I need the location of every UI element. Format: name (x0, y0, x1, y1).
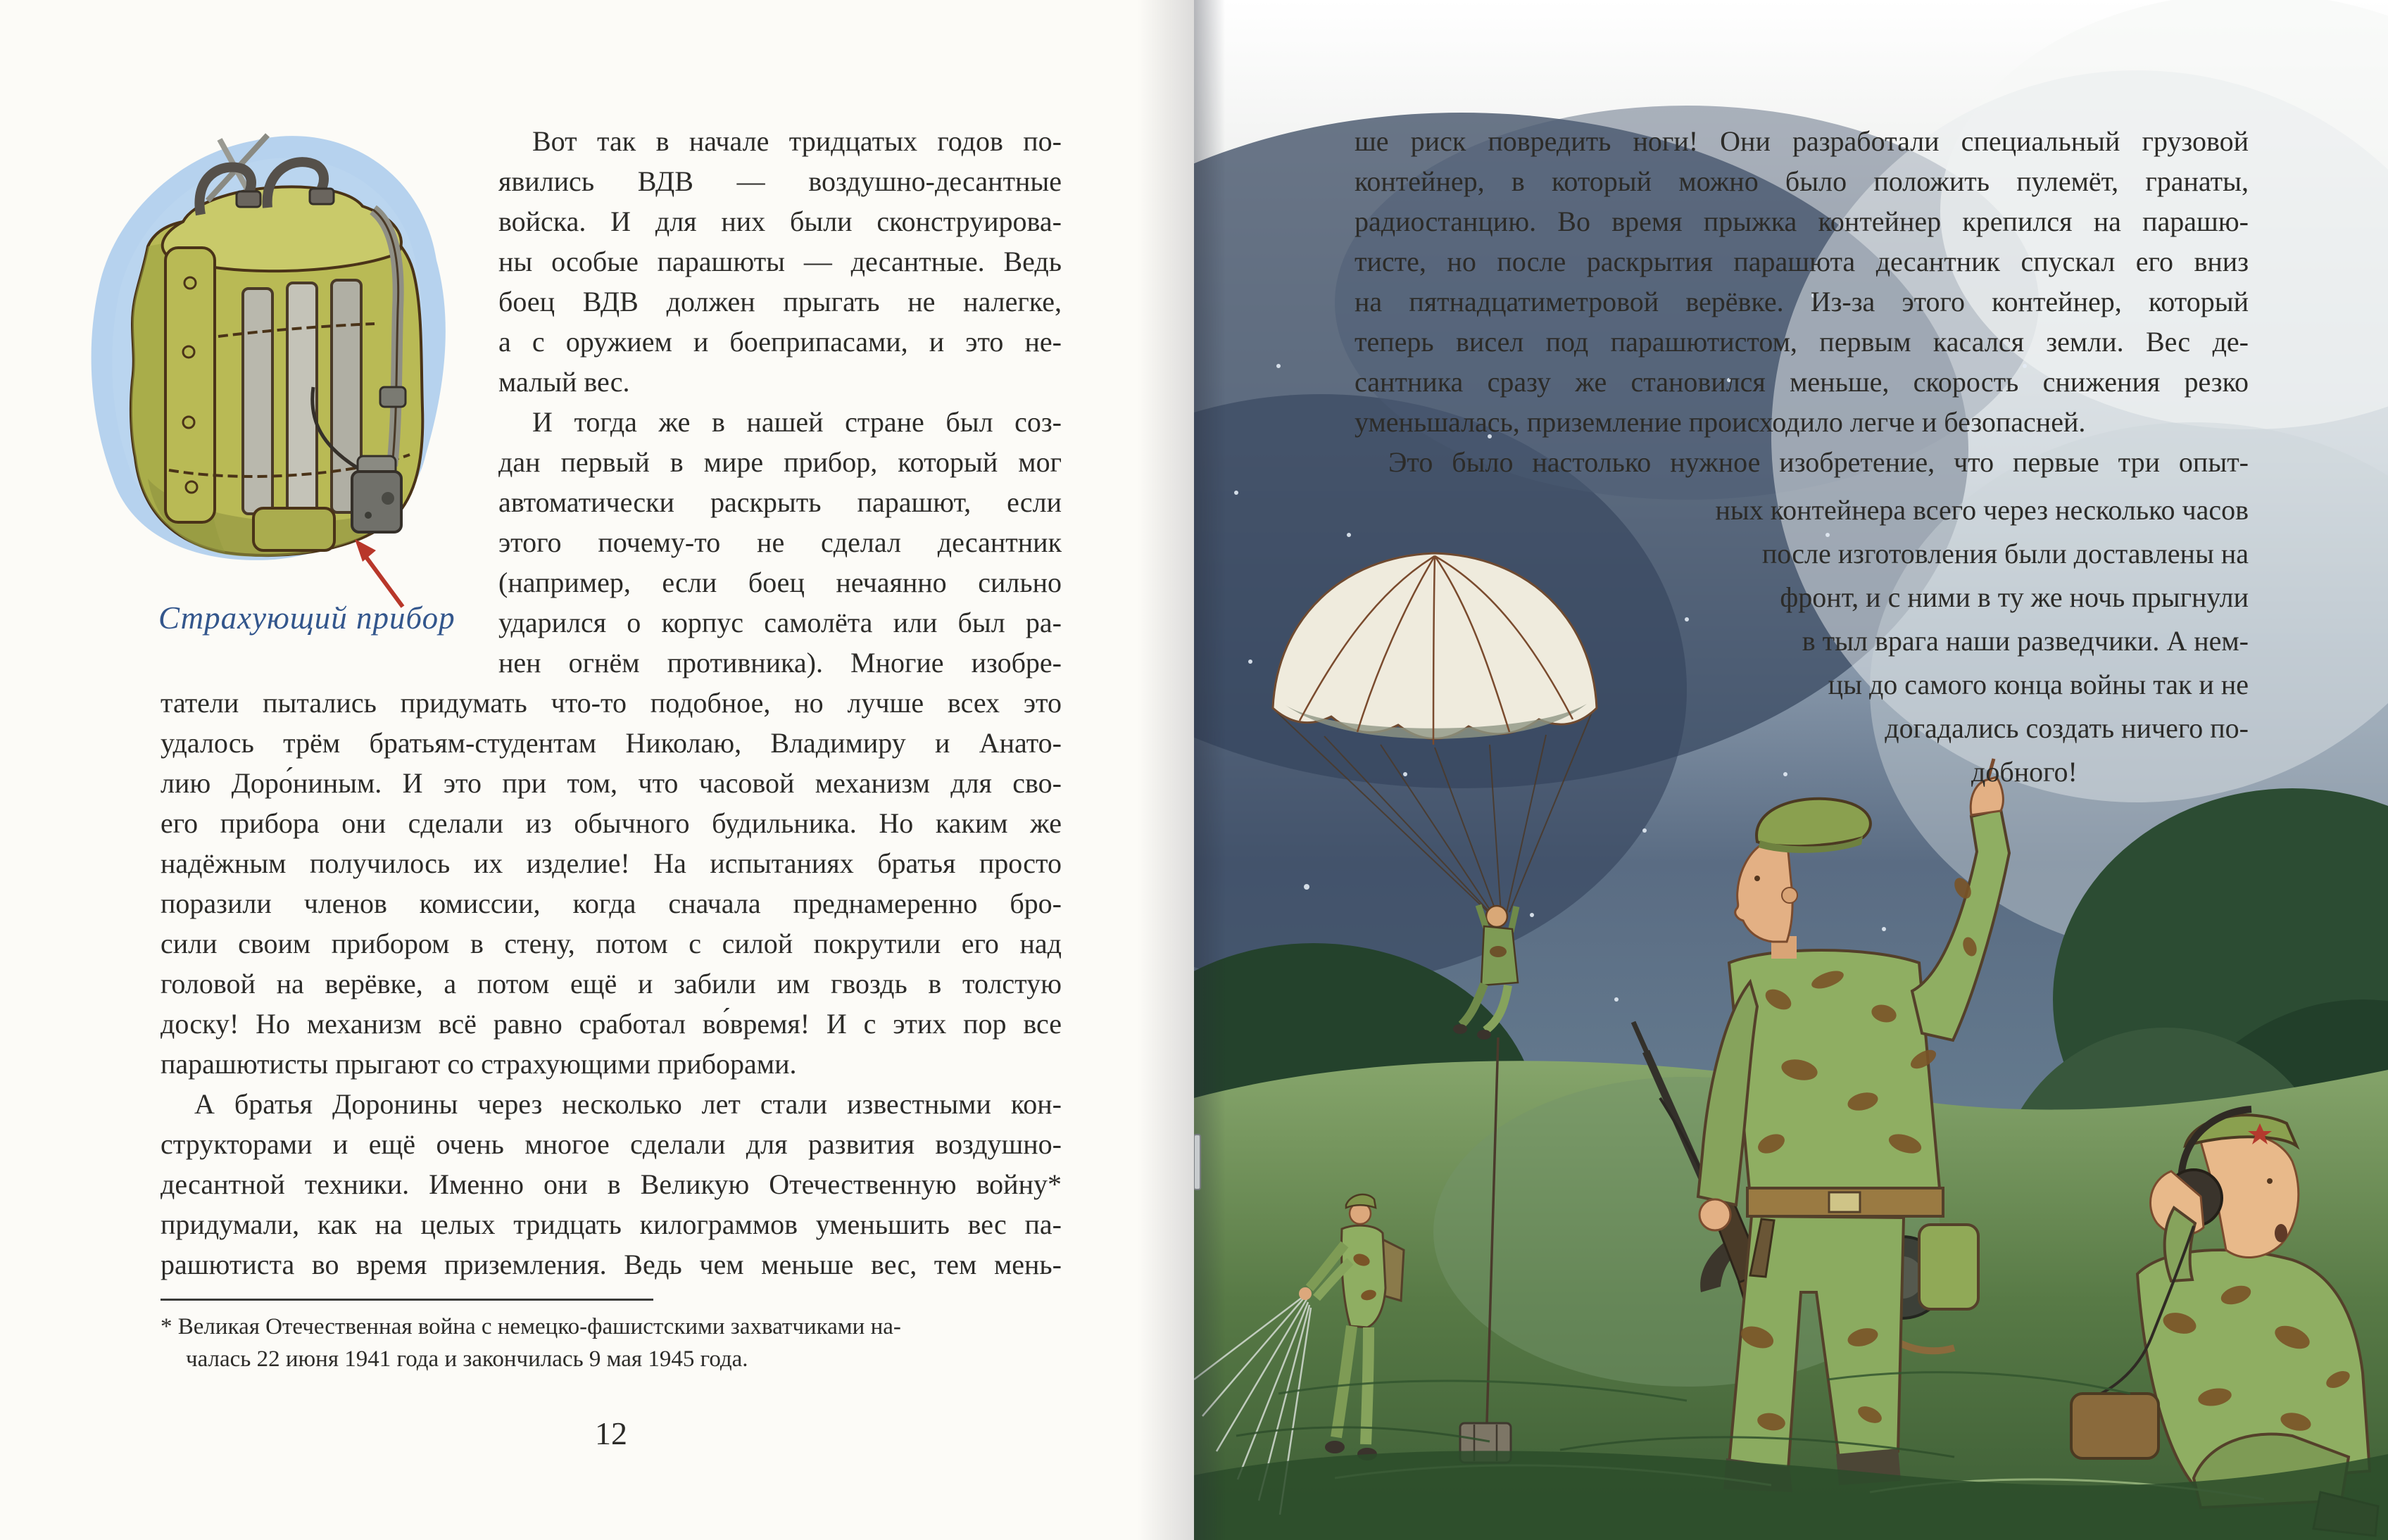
text-line: надёжным получилось их изделие! На испытаниях братья просто (161, 847, 1062, 879)
text-line: ударился о корпус самолёта или был ра- (498, 607, 1062, 638)
text-line: фронт, и с ними в ту же ночь прыгнули (1780, 581, 2249, 613)
text-line: его прибора они сделали из обычного будильника. Но каким же (161, 807, 1062, 839)
illustration-caption: Страхующий прибор (158, 600, 455, 636)
caption-arrow-icon (355, 539, 403, 607)
parachute-pack-illustration (42, 56, 465, 619)
right-page-text (1194, 0, 2388, 1540)
text-line: теперь висел под парашютистом, первым касался земли. Вес де- (1355, 326, 2249, 358)
text-line: добного! (1971, 756, 2078, 788)
text-line: ны особые парашюты — десантные. Ведь (498, 246, 1062, 277)
page-number: 12 (595, 1415, 627, 1451)
left-narrow-column (498, 121, 1062, 683)
text-line: доску! Но механизм всё равно сработал во́время! И с этих пор все (161, 1008, 1062, 1040)
text-line: И тогда же в нашей стране был соз- (532, 406, 1062, 438)
text-line: сили своим прибором в стену, потом с силой покрутили его над (161, 928, 1062, 959)
text-line: придумали, как на целых тридцать килограммов уменьшить вес па- (161, 1208, 1062, 1240)
text-line: догадались создать ничего по- (1885, 712, 2249, 744)
text-line: малый вес. (498, 366, 630, 398)
text-line: лию Доро́ниным. И это при том, что часовой механизм для сво- (161, 767, 1062, 799)
text-line: ных контейнера всего через несколько часов (1715, 494, 2249, 526)
footnote (161, 1311, 1062, 1375)
text-line: десантной техники. Именно они в Великую Отечественную войну* (161, 1168, 1062, 1200)
text-line: этого почему-то не сделал десантник (498, 526, 1062, 558)
left-wide-column (161, 683, 1062, 1285)
text-line: парашютисты прыгают со страхующими приборами. (161, 1048, 797, 1080)
text-line: Вот так в начале тридцатых годов по- (532, 125, 1062, 157)
text-line: татели пытались придумать что-то подобное, но лучше всех это (161, 687, 1062, 719)
text-line: после изготовления были доставлены на (1761, 538, 2249, 569)
text-line: на пятнадцатиметровой верёвке. Из-за этого контейнер, который (1355, 286, 2249, 317)
page-right (1194, 0, 2388, 1540)
text-line: цы до самого конца войны так и не (1828, 669, 2249, 700)
text-line: головой на верёвке, а потом ещё и забили им гвоздь в толстую (161, 968, 1062, 999)
text-line: а с оружием и боеприпасами, и это не- (498, 326, 1062, 358)
text-line: (например, если боец нечаянно сильно (498, 567, 1062, 598)
text-line: тисте, но после раскрытия парашюта десантник спускал его вниз (1355, 246, 2249, 277)
text-line: удалось трём братьям-студентам Николаю, Владимиру и Анато- (161, 727, 1062, 759)
text-line: радиостанцию. Во время прыжка контейнер крепился на парашю- (1355, 206, 2249, 237)
text-line: войска. И для них были сконструирова- (498, 206, 1062, 237)
text-line: рашютиста во время приземления. Ведь чем меньше вес, тем мень- (161, 1249, 1062, 1280)
text-line: сантника сразу же становился меньше, скорость снижения резко (1355, 366, 2249, 398)
footnote-rule (161, 1299, 653, 1301)
text-line: автоматически раскрыть парашют, если (498, 486, 1062, 518)
text-line: дан первый в мире прибор, который мог (498, 446, 1062, 478)
text-line: нен огнём противника). Многие изобре- (498, 647, 1062, 679)
text-line: Это было настолько нужное изобретение, что первые три опыт- (1388, 446, 2249, 478)
text-line: контейнер, в который можно было положить пулемёт, гранаты, (1355, 165, 2249, 197)
text-line: в тыл врага наши разведчики. А нем- (1802, 625, 2249, 657)
text-line: А братья Доронины через несколько лет стали известными кон- (194, 1088, 1062, 1120)
right-full-column (1355, 121, 2249, 482)
text-line: ше риск повредить ноги! Они разработали специальный грузовой (1355, 125, 2249, 157)
text-line: структорами и ещё очень многое сделали для развития воздушно- (161, 1128, 1062, 1160)
text-line: уменьшалась, приземление происходило легче и безопасней. (1355, 406, 2086, 438)
text-line: поразили членов комиссии, когда сначала преднамеренно бро- (161, 888, 1062, 919)
footnote-line: * Великая Отечественная война с немецко-фашистскими захватчиками на- (161, 1314, 901, 1339)
text-line: боец ВДВ должен прыгать не налегке, (498, 286, 1062, 317)
footnote-line: чалась 22 июня 1941 года и закончилась 9 мая 1945 года. (186, 1346, 748, 1372)
text-line: явились ВДВ — воздушно-десантные (498, 165, 1062, 197)
